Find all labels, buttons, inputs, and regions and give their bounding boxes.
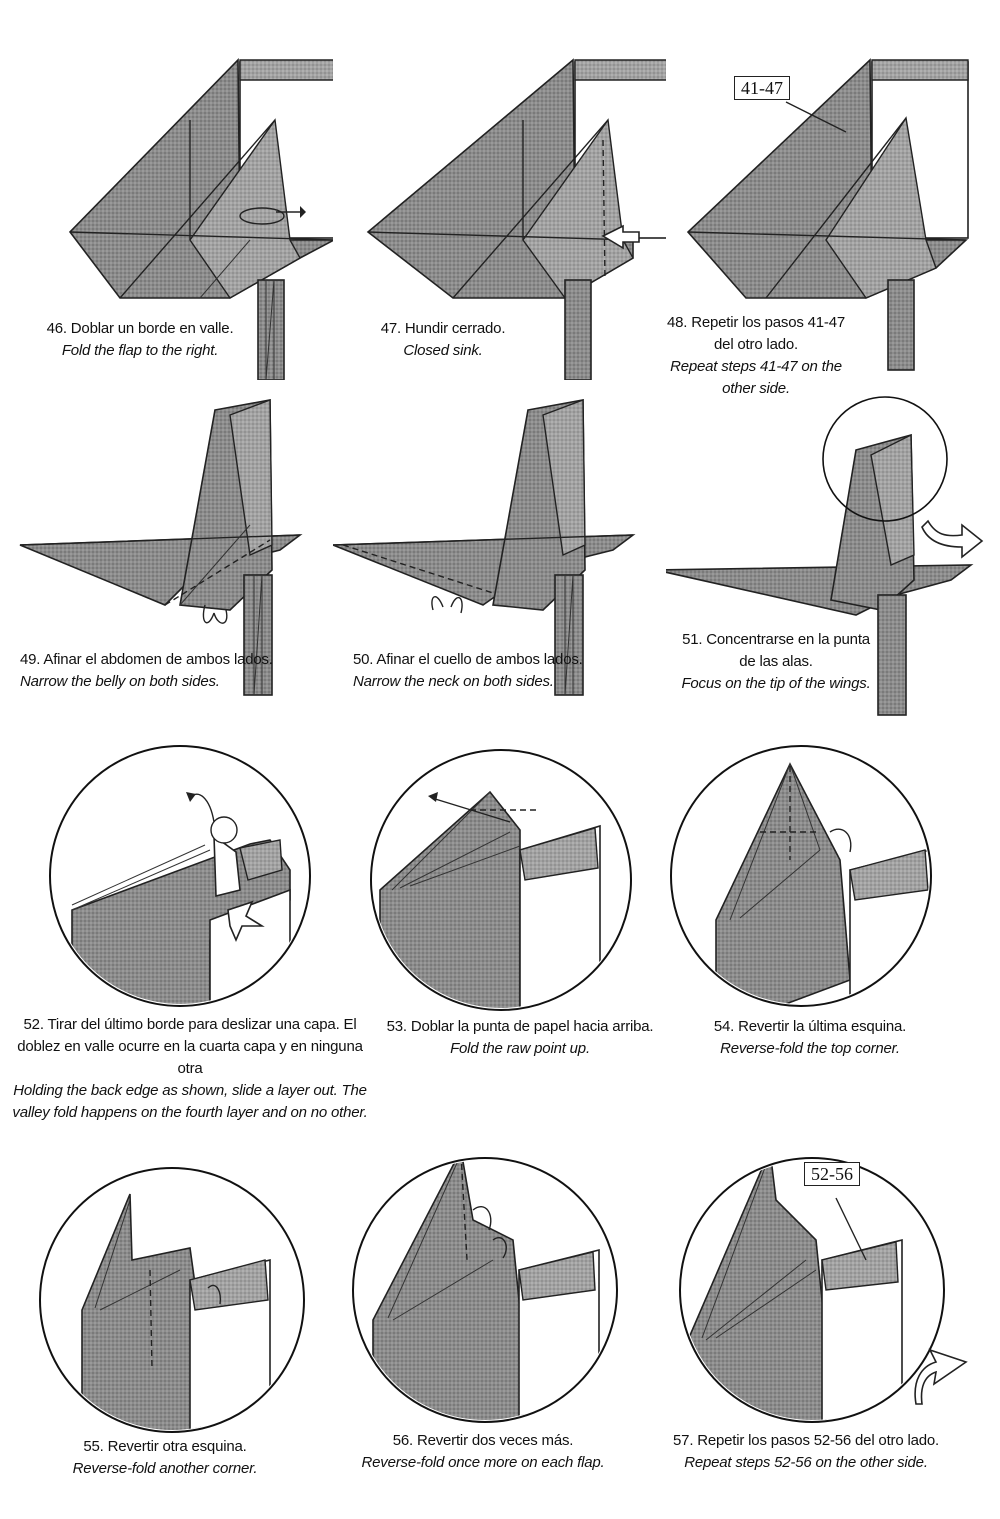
step-47 bbox=[333, 0, 666, 380]
step-56-en: Reverse-fold once more on each flap. bbox=[361, 1454, 605, 1471]
step-49-en: Narrow the belly on both sides. bbox=[20, 673, 220, 690]
step-51-es: 51. Concentrarse en la punta de las alas. bbox=[682, 631, 870, 670]
step-46-caption bbox=[10, 318, 270, 362]
step-56-diagram bbox=[333, 1140, 666, 1440]
step-56-caption bbox=[333, 1430, 633, 1474]
step-56-es: 56. Revertir dos veces más. bbox=[392, 1432, 574, 1449]
step-55 bbox=[0, 1160, 333, 1519]
step-53-caption bbox=[370, 1016, 670, 1060]
step-50 bbox=[333, 395, 666, 730]
step-54-es: 54. Revertir la última esquina. bbox=[713, 1018, 907, 1035]
step-55-en: Reverse-fold another corner. bbox=[72, 1460, 258, 1477]
step-51-caption bbox=[676, 629, 876, 695]
step-47-caption bbox=[333, 318, 553, 362]
step-57-tag: 52-56 bbox=[804, 1162, 860, 1186]
step-52-en: Holding the back edge as shown, slide a layer out. The valley fold happens on the fourth layer and on no other. bbox=[12, 1082, 368, 1121]
step-49 bbox=[0, 395, 333, 730]
step-52-diagram bbox=[0, 740, 370, 1020]
step-57-en: Repeat steps 52-56 on the other side. bbox=[684, 1454, 928, 1471]
step-47-es: 47. Hundir cerrado. bbox=[380, 320, 506, 337]
step-46 bbox=[0, 0, 333, 380]
step-53-es: 53. Doblar la punta de papel hacia arriba. bbox=[386, 1018, 654, 1035]
step-50-caption bbox=[353, 649, 613, 693]
step-51 bbox=[666, 395, 1000, 730]
step-48-en: Repeat steps 41-47 on the other side. bbox=[670, 358, 842, 397]
step-54 bbox=[670, 740, 1000, 1160]
step-46-es: 46. Doblar un borde en valle. bbox=[46, 320, 234, 337]
step-53-diagram bbox=[370, 740, 670, 1020]
step-48-tag: 41-47 bbox=[734, 76, 790, 100]
step-55-diagram bbox=[0, 1160, 333, 1440]
step-55-es: 55. Revertir otra esquina. bbox=[83, 1438, 247, 1455]
step-57-caption bbox=[656, 1430, 956, 1474]
step-49-caption bbox=[20, 649, 280, 693]
step-48-es: 48. Repetir los pasos 41-47 del otro lado. bbox=[666, 314, 846, 353]
step-48 bbox=[666, 0, 1000, 397]
step-54-en: Reverse-fold the top corner. bbox=[720, 1040, 900, 1057]
step-50-en: Narrow the neck on both sides. bbox=[353, 673, 554, 690]
step-54-diagram bbox=[670, 740, 1000, 1020]
step-52-es: 52. Tirar del último borde para deslizar una capa. El doblez en valle ocurre en la cuarta capa y en ninguna otra bbox=[17, 1016, 363, 1077]
step-50-es: 50. Afinar el cuello de ambos lados. bbox=[353, 651, 583, 668]
step-57 bbox=[666, 1140, 1000, 1519]
step-47-en: Closed sink. bbox=[403, 342, 483, 359]
step-51-en: Focus on the tip of the wings. bbox=[681, 675, 871, 692]
step-57-es: 57. Repetir los pasos 52-56 del otro lado. bbox=[673, 1432, 939, 1449]
step-53 bbox=[370, 740, 670, 1160]
step-49-es: 49. Afinar el abdomen de ambos lados. bbox=[20, 651, 273, 668]
step-52 bbox=[0, 740, 370, 1160]
step-46-en: Fold the flap to the right. bbox=[61, 342, 219, 359]
step-54-caption bbox=[660, 1016, 960, 1060]
step-55-caption bbox=[20, 1436, 310, 1480]
step-53-en: Fold the raw point up. bbox=[450, 1040, 590, 1057]
step-52-caption bbox=[10, 1014, 370, 1124]
step-48-caption bbox=[656, 312, 856, 400]
step-56 bbox=[333, 1140, 666, 1519]
